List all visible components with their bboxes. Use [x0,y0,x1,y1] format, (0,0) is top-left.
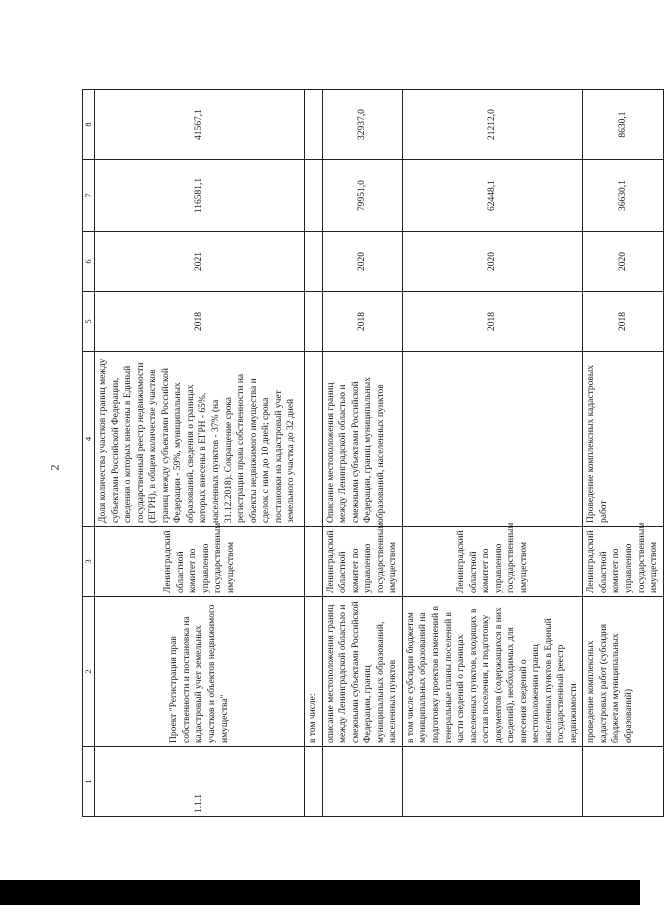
column-8-amount [305,90,323,160]
year-end: 2021 [95,232,305,292]
column-number: 4 [83,352,95,527]
activity-name: в том числе субсидии бюджетам муниципальных образований на подготовку проектов изменений в генеральные планы поселений в части сведений о границах населенных пунктов, входящих в состав поселения, и подготовку документов (содержащихся в них сведений), необходимых для внесения сведений о местоположении границ населенных пунктов в Единый государственный реестр недвижимости [402,597,582,747]
year-start: 2018 [322,292,402,352]
column-8-amount: 32937,0 [322,90,402,160]
activity-name: в том числе: [305,597,323,747]
year-end: 2020 [402,232,582,292]
total-amount [305,160,323,232]
year-start: 2018 [583,292,663,352]
column-number: 6 [83,232,95,292]
column-8-amount: 41567,1 [95,90,305,160]
page-number: 2 [47,464,62,471]
total-amount: 62448,1 [402,160,582,232]
total-amount: 116581,1 [95,160,305,232]
total-amount: 36630,1 [583,160,663,232]
expected-result [305,352,323,527]
activity-name: описание местоположения границ между Ленинградской областью и смежными субъектами Российской Федерации, границ муниципальных образований, населенных пунктов [322,597,402,747]
program-table [82,89,664,817]
row-number [305,747,323,817]
column-8-amount: 8630,1 [583,90,663,160]
column-number: 2 [83,597,95,747]
year-start: 2018 [402,292,582,352]
table-row [583,90,663,817]
column-number: 8 [83,90,95,160]
year-end: 2020 [322,232,402,292]
column-8-amount: 21212,0 [402,90,582,160]
year-end: 2020 [583,232,663,292]
year-end [305,232,323,292]
executor: Ленинградский областной комитет по управлению государственным имуществом [402,527,582,597]
executor [305,527,323,597]
executor: Ленинградский областной комитет по управлению государственным имуществом [95,527,305,597]
table-row [305,90,323,817]
expected-result [402,352,582,527]
column-number-row [83,90,95,817]
table-row [402,90,582,817]
column-number: 5 [83,292,95,352]
scan-bottom-bar [0,880,640,905]
column-number: 3 [83,527,95,597]
year-start [305,292,323,352]
activity-name: Проект "Регистрация прав собственности и постановка на кадастровый учет земельных участков и объектов недвижимого имущества" [95,597,305,747]
row-number [583,747,663,817]
total-amount: 79951,0 [322,160,402,232]
executor: Ленинградский областной комитет по управлению государственным имуществом [322,527,402,597]
table-row [95,90,305,817]
table-row [322,90,402,817]
expected-result: Доля количества участков границ между субъектами Российской Федерации, сведения о которых внесены в Единый государственный реестр недвижимости (ЕГРН), в общем количестве участков границ между субъектами Российской Федерации - 59%, муниципальных образований, сведения о границах которых внесены в ЕГРН - 65%, населенных пунктов - 37% (на 31.12.2018). Сокращение срока регистрации права собственности на объекты недвижимого имущества и сделок с ним до 10 дней; срока постановки на кадастровый учет земельного участка до 32 дней [95,352,305,527]
expected-result: Проведение комплексных кадастровых работ [583,352,663,527]
expected-result: Описание местоположения границ между Ленинградской областью и смежными субъектами Российской Федерации, границ муниципальных образований, населенных пунктов [322,352,402,527]
executor: Ленинградский областной комитет по управлению государственным имуществом [583,527,663,597]
activity-name: проведение комплексных кадастровых работ (субсидия бюджетам муниципальных образований) [583,597,663,747]
year-start: 2018 [95,292,305,352]
column-number: 7 [83,160,95,232]
column-number: 1 [83,747,95,817]
row-number [322,747,402,817]
row-number: 1.1.1 [95,747,305,817]
rotated-page [82,90,660,817]
row-number [402,747,582,817]
